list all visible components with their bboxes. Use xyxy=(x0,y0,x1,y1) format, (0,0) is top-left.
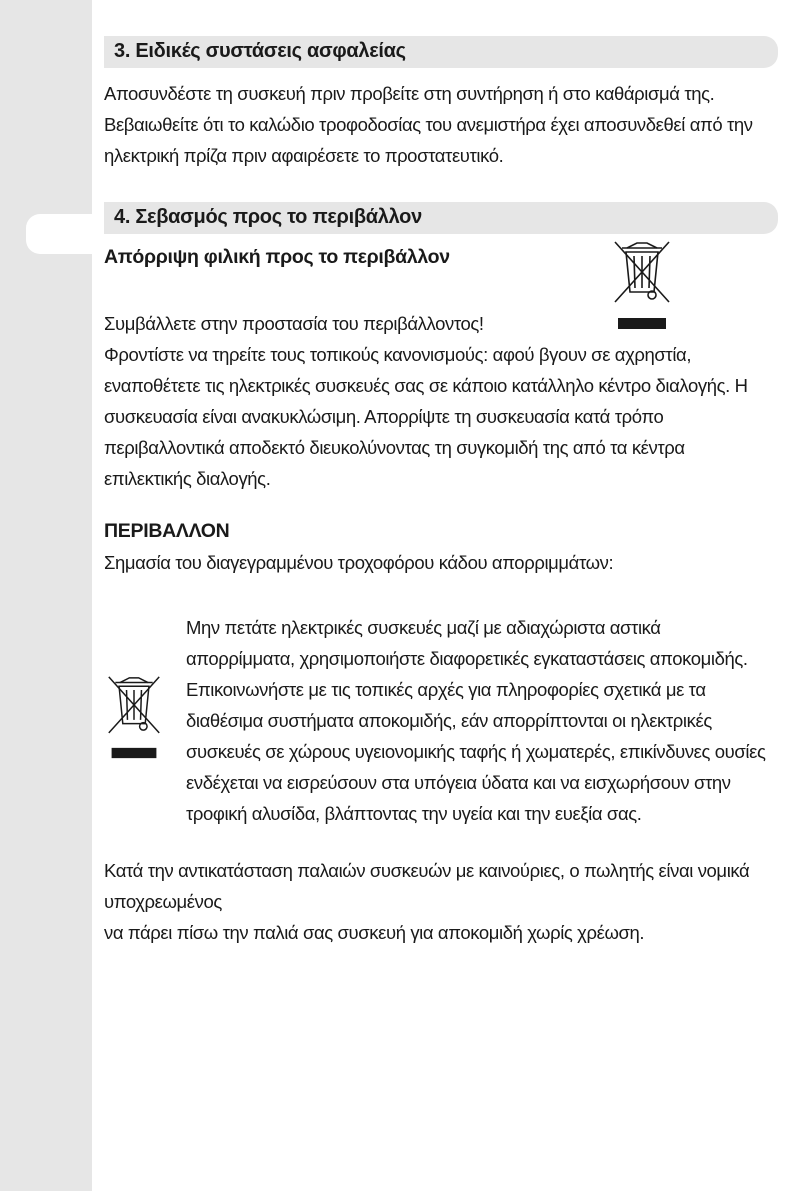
text-line: τροφική αλυσίδα, βλάπτοντας την υγεία και την ευεξία σας. xyxy=(186,803,642,824)
text-line: επιλεκτικής διαλογής. xyxy=(104,468,271,489)
text-line: Αποσυνδέστε τη συσκευή πριν προβείτε στη συντήρηση ή στο καθάρισμά της. xyxy=(104,83,715,104)
environment-heading: ΠΕΡΙΒΑΛΛΟΝ xyxy=(104,520,230,542)
weee-bin-icon-left xyxy=(106,674,162,762)
section-4-text xyxy=(104,308,748,494)
caption-line: Σημασία του διαγεγραμμένου τροχοφόρου κάδου απορριμμάτων: xyxy=(104,552,614,573)
section-4-title: 4. Σεβασμός προς το περιβάλλον xyxy=(114,206,422,228)
page-tab-marker xyxy=(26,214,96,254)
section-3-text xyxy=(104,78,753,171)
text-line: απορρίμματα, χρησιμοποιήστε διαφορετικές εγκαταστάσεις αποκομιδής. xyxy=(186,648,748,669)
section-4-header xyxy=(104,202,778,234)
text-line: να πάρει πίσω την παλιά σας συσκευή για αποκομιδή χωρίς χρέωση. xyxy=(104,922,645,943)
environment-text xyxy=(186,612,765,829)
text-line-intro: Συμβάλλετε στην προστασία του περιβάλλοντος! xyxy=(104,313,484,334)
environment-caption xyxy=(104,547,613,578)
text-line: ηλεκτρική πρίζα πριν αφαιρέσετε το προστατευτικό. xyxy=(104,145,504,166)
text-line: συσκευές σε χώρους υγειονομικής ταφής ή χωματερές, επικίνδυνες ουσίες xyxy=(186,741,766,762)
section-3-title: 3. Ειδικές συστάσεις ασφαλείας xyxy=(114,40,406,62)
text-line: εναποθέτετε τις ηλεκτρικές συσκευές σας σε κάποιο κατάλληλο κέντρο διαλογής. Η xyxy=(104,375,748,396)
text-line: Μην πετάτε ηλεκτρικές συσκευές μαζί με αδιαχώριστα αστικά xyxy=(186,617,661,638)
text-line: διαθέσιμα συστήματα αποκομιδής, εάν απορρίπτονται οι ηλεκτρικές xyxy=(186,710,712,731)
text-line: συσκευασία είναι ανακυκλώσιμη. Απορρίψτε τη συσκευασία κατά τρόπο xyxy=(104,406,664,427)
text-line: Βεβαιωθείτε ότι το καλώδιο τροφοδοσίας του ανεμιστήρα έχει αποσυνδεθεί από την xyxy=(104,114,753,135)
section-3-header xyxy=(104,36,778,68)
crossed-wheelie-bin-icon xyxy=(106,674,162,762)
section-4-subtitle: Απόρριψη φιλική προς το περιβάλλον xyxy=(104,246,450,268)
text-line: περιβαλλοντικά αποδεκτό διευκολύνοντας τη συγκομιδή της από τα κέντρα xyxy=(104,437,685,458)
text-line: Φροντίστε να τηρείτε τους τοπικούς κανονισμούς: αφού βγουν σε αχρηστία, xyxy=(104,344,692,365)
text-line: Κατά την αντικατάσταση παλαιών συσκευών με καινούριες, ο πωλητής είναι νομικά xyxy=(104,860,750,881)
text-line: Επικοινωνήστε με τις τοπικές αρχές για πληροφορίες σχετικά με τα xyxy=(186,679,706,700)
side-margin-strip xyxy=(0,0,92,1191)
text-line: υποχρεωμένος xyxy=(104,891,222,912)
text-line: ενδέχεται να εισρεύσουν στα υπόγεια ύδατα και να εισχωρήσουν στην xyxy=(186,772,731,793)
replacement-text xyxy=(104,855,749,948)
